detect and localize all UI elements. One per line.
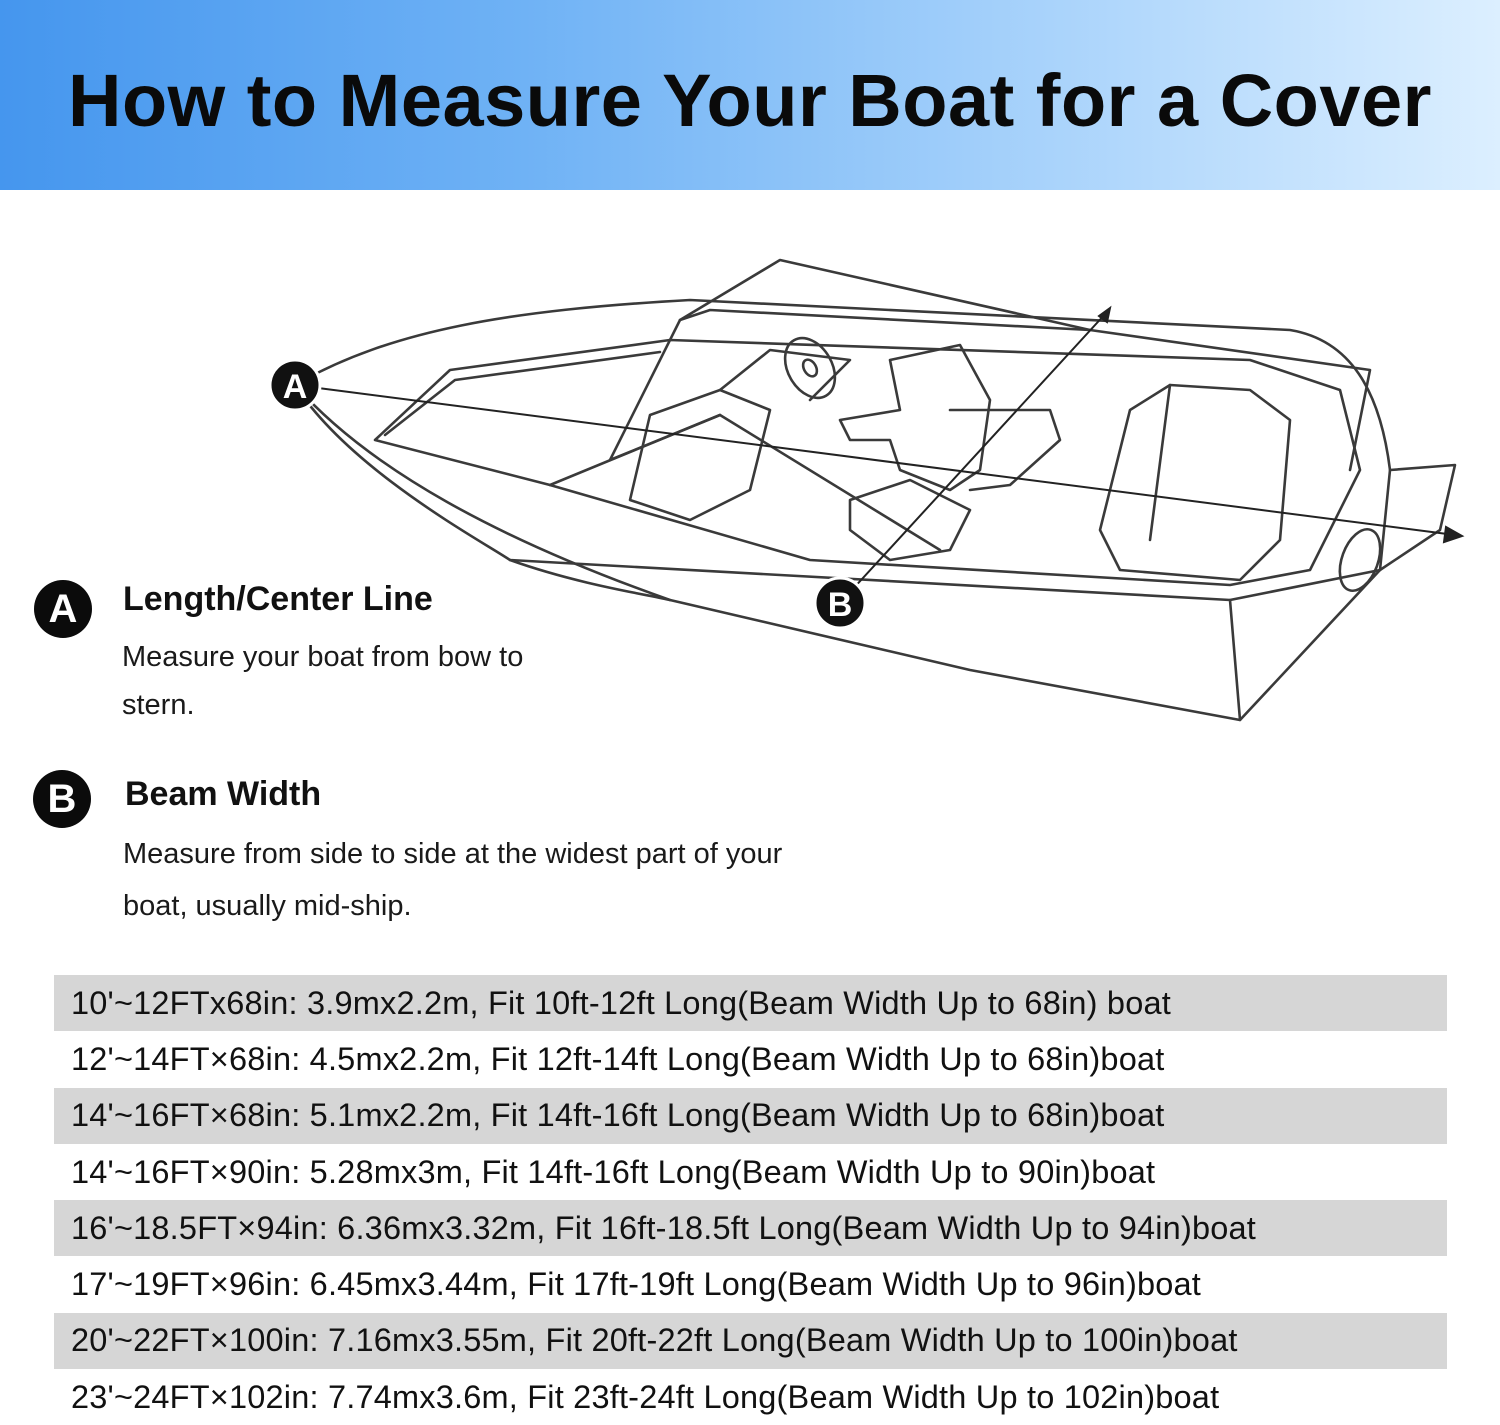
- transom: [1380, 465, 1455, 570]
- length-description: Measure your boat from bow to stern.: [122, 641, 524, 721]
- wheel: [775, 329, 845, 406]
- size-row: 10'~12FTx68in: 3.9mx2.2m, Fit 10ft-12ft Long(Beam Width Up to 68in) boat: [54, 975, 1447, 1031]
- diagram-label-b: B: [827, 586, 853, 624]
- badge-a: [34, 580, 92, 638]
- badge-b-letter: B: [47, 777, 77, 821]
- diagram-label-a: A: [282, 368, 308, 406]
- size-row: 12'~14FT×68in: 4.5mx2.2m, Fit 12ft-14ft Long(Beam Width Up to 68in)boat: [71, 1040, 1165, 1077]
- badge-b: [33, 770, 91, 828]
- diagram-badge-a: [270, 360, 320, 410]
- badge-a-letter: A: [48, 587, 78, 631]
- beam-title: Beam Width: [125, 775, 322, 813]
- console: [630, 390, 770, 520]
- beam-line: [840, 312, 1107, 603]
- page-title: How to Measure Your Boat for a Cover: [68, 59, 1432, 142]
- rear-bench: [1100, 385, 1290, 580]
- size-row: 17'~19FT×96in: 6.45mx3.44m, Fit 17ft-19ft Long(Beam Width Up to 96in)boat: [71, 1266, 1202, 1303]
- beam-description: Measure from side to side at the widest part of your boat, usually mid-ship.: [123, 838, 783, 922]
- size-table: [54, 975, 1447, 1425]
- seat-2: [850, 480, 970, 560]
- size-row: 16'~18.5FT×94in: 6.36mx3.32m, Fit 16ft-18.5ft Long(Beam Width Up to 94in)boat: [54, 1200, 1447, 1256]
- size-row: 14'~16FT×68in: 5.1mx2.2m, Fit 14ft-16ft Long(Beam Width Up to 68in)boat: [54, 1088, 1447, 1144]
- size-row: 20'~22FT×100in: 7.16mx3.55m, Fit 20ft-22ft Long(Beam Width Up to 100in)boat: [54, 1313, 1447, 1369]
- seat-1: [840, 345, 990, 490]
- size-row: 14'~16FT×90in: 5.28mx3m, Fit 14ft-16ft Long(Beam Width Up to 90in)boat: [71, 1153, 1156, 1190]
- length-arrowhead: [1444, 527, 1462, 542]
- length-title: Length/Center Line: [123, 580, 433, 618]
- diagram-badge-b: [815, 578, 865, 628]
- size-row: 23'~24FT×102in: 7.74mx3.6m, Fit 23ft-24ft Long(Beam Width Up to 102in)boat: [71, 1378, 1220, 1415]
- deck-inner: [375, 340, 1360, 585]
